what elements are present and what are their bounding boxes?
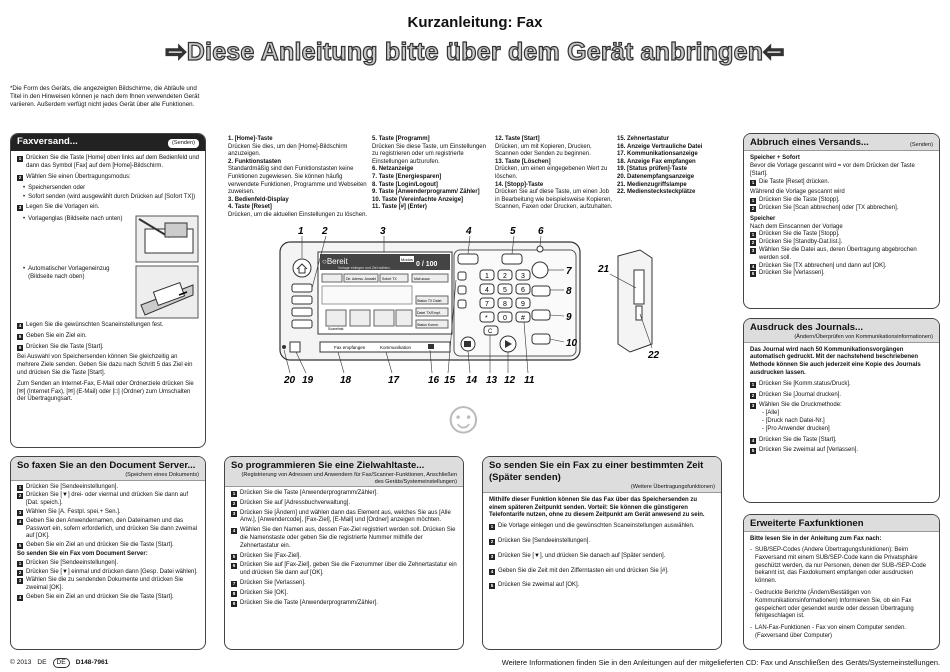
legend-col-3: 12. Taste [Start] Drücken, um mit Kopieren, Drucken, Scannen oder Senden zu beginnen. 13. Taste [Löschen] Drücken, um einen eingegebenen Wert zu löschen. 14. [Stopp]-Taste Drücken Sie auf diese Taste, um einen Job in Bearbeitung wie beispielsweise Kopieren, Scannen, Faxen oder Drucken, aufzuhalten.	[495, 136, 613, 211]
step-text: Drücken Sie [OK].	[240, 589, 289, 596]
step-text: Drücken Sie [▼], und drücken Sie danach auf [Später senden].	[498, 552, 666, 559]
home-button-icon	[293, 259, 311, 277]
display-counter: 0 / 100	[416, 261, 438, 268]
document-server-box: So faxen Sie an den Document Server... (Speichern eines Dokuments) 1 Drücken Sie [Sendeeinstellungen]. 2 Drücken Sie [▼] drei- oder viermal und drücken Sie dann auf [Dat. speich.]. 3 Wählen Sie [A. Festpl. spei.+ Sen.]. 4 Geben Sie den Anwendernamen, den Dateinamen und das Passwort ein, sofern erforderlich, und drücken Sie dann zweimal auf [OK]. 5 Geben Sie ein Ziel an und drücken Sie die Taste [Start]. So senden Sie ein Fax vom Document Server: 1 Drücken Sie [Sendeeinstellungen]. 2 Drücken Sie [▼] einmal und drücken dann [Gesp. Datei wählen]. 3 Wählen Sie die zu sendenden Dokumente und drücken Sie zweimal [OK]. 4 Geben Sie ein Ziel an und drücken Sie die Taste [Start].	[10, 456, 206, 650]
abbruch-box: Abbruch eines Versands... (Senden) Speicher + Sofort Bevor die Vorlage gescannt wird = vor dem Drücken der Taste [Start]. 1 Die Taste [Reset] drücken. Während die Vorlage gescannt wird 1 Drücken Sie die Taste [Stopp]. 2 Drücken Sie [Scan abbrechen] oder [TX abbrechen]. Speicher Nach dem Einscannen der Vorlage 1 Drücken Sie die Taste [Stopp]. 2 Drücken Sie [Standby-Dat.list.]. 3 Wählen Sie die Datei aus, deren Übertragung abgebrochen werden soll. 4 Drücken Sie [TX abbrechen] und dann auf [OK]. 5 Drücken Sie [Verlassen].	[743, 133, 940, 309]
svg-text:#: #	[521, 315, 525, 322]
media-slot-diagram	[596, 248, 678, 360]
svg-text:8: 8	[503, 301, 507, 308]
subheading: Speicher	[750, 215, 776, 222]
step-text: Drücken Sie [Verlassen].	[759, 270, 825, 277]
svg-text:7: 7	[485, 301, 489, 308]
step-text: Wählen Sie einen Übertragungsmodus:	[26, 173, 131, 180]
svg-text:Sofort TX: Sofort TX	[382, 277, 397, 281]
journal-box: Ausdruck des Journals... (Ändern/Überprüfen von Kommunikationsinformationen) Das Journal wird nach 50 Kommunikationsvorgängen automatisch gedruckt. Mit der nachstehend beschriebenen Methode können Sie auch jederzeit eine Kopie des Journals ausdrucken lassen. 1 Drücken Sie [Komm.status/Druck]. 2 Drücken Sie [Journal drucken]. 3 Wählen Sie die Druckmethode: - [Alle] - [Druck nach Datei-Nr.] - [Pro Anwender drucken] 4 Drücken Sie die Taste [Start]. 5 Drücken Sie zweimal auf [Verlassen].	[743, 318, 940, 503]
option-text: Automatischer Vorlageneinzug (Bildseite nach oben)	[28, 265, 110, 280]
glass-placement-illustration	[135, 215, 199, 263]
language-badge: DE	[53, 658, 70, 668]
svg-text:5: 5	[503, 287, 507, 294]
login-key	[532, 286, 550, 296]
journal-header: Ausdruck des Journals... (Ändern/Überprüfen von Kommunikationsinformationen)	[744, 319, 939, 343]
step-text: Drücken Sie die Taste [Anwenderprogramm/Zähler].	[240, 490, 378, 496]
step-text: Drücken Sie zweimal auf [OK].	[498, 582, 580, 589]
svg-text:Status Komm.: Status Komm.	[417, 323, 439, 327]
option-text: - [Alle]	[762, 410, 780, 417]
display-ready-sub: Vorlage einlegen und Ziel wählen.	[338, 266, 391, 270]
step-text: Drücken Sie [Standby-Dat.list.].	[759, 239, 843, 246]
erweiterte-box: Erweiterte Faxfunktionen Bitte lesen Sie in der Anleitung zum Fax nach: - SUB/SEP-Codes (Andere Übertragungsfunktionen): Beim Faxversand mit einem SUB/SEP-Code kann die Privatsphäre geschützt werden, da nur Personen, denen der SUB-/SEP-Code bekannt ist, das Faxdokument empfangen oder ausdrucken können. - Gedruckte Berichte (Ändern/Bestätigen von Kommunikationsinformationen) Informieren Sie, ob ein Fax gespeichert oder gesendet wurde oder dessen Übertragung fehlgeschlagen ist. - LAN-Fax-Funktionen - Fax von einem Computer senden. (Faxversand über Computer)	[743, 514, 940, 650]
footer-left	[10, 658, 108, 668]
programmieren-box: So programmieren Sie eine Zielwahltaste... (Registrierung von Adressen und Anwendern für Fax/Scanner-Funktionen, Anschließen des Geräts/Systemeinstellungen) 1 Drücken Sie die Taste [Anwenderprogramm/Zähler]. 2 Drücken Sie auf [Adressbuchverwaltung]. 3 Drücken Sie [Ändern] und wählen dann das Element aus, welches Sie aus [Alle Anw.], [Anwendercode], [Fax-Ziel], [E-Mail] und [Ordner] anzeigen möchten. 4 Wählen Sie den Namen aus, dessen Fax-Ziel registriert werden soll. Drücken Sie die Namenstaste oder geben Sie die registrierte Nummer mithilfe der Zehnertastatur ein. 5 Drücken Sie [Fax-Ziel]. 6 Drücken Sie auf [Fax-Ziel], geben Sie die Faxnummer über die Zehnertastatur ein und drücken Sie dann auf [OK]. 7 Drücken Sie [Verlassen]. 8 Drücken Sie [OK]. 9 Drücken Sie die Taste [Anwenderprogramm/Zähler].	[224, 456, 464, 650]
callout-number: 11	[524, 375, 535, 386]
step-text: Die Taste [Reset] drücken.	[759, 178, 830, 185]
step-text: Geben Sie ein Ziel an und drücken Sie die Taste [Start].	[26, 542, 174, 549]
step-text: Drücken Sie [Fax-Ziel].	[240, 552, 302, 559]
control-panel-diagram	[276, 220, 592, 388]
step-text: Geben Sie den Anwendernamen, den Dateinamen und das Passwort ein, sofern erforderlich, und drücken Sie dann zweimal auf [OK].	[26, 517, 198, 540]
simple-screen-key	[532, 334, 550, 344]
footer-note: Weitere Informationen finden Sie in den Anleitungen auf der mitgelieferten CD: Fax und Anschließen des Geräts/Systemeinstellungen.	[501, 658, 940, 667]
callout-number: 19	[302, 375, 314, 386]
language-code: DE	[37, 659, 47, 666]
svg-text:Datei TX/Empf.: Datei TX/Empf.	[417, 311, 441, 315]
step-text: Legen Sie die gewünschten Scaneinstellungen fest.	[26, 321, 164, 328]
step-text: Drücken Sie die Taste [Home] oben links auf dem Bedienfeld und dann das Symbol [Fax] auf dem [Home]-Bildschirm.	[26, 155, 199, 169]
note-text: Während die Vorlage gescannt wird	[750, 189, 845, 196]
erweiterte-header: Erweiterte Faxfunktionen	[744, 515, 939, 532]
svg-text:1: 1	[485, 273, 489, 280]
svg-text:9: 9	[521, 301, 525, 308]
step-text: Geben Sie ein Ziel ein.	[26, 332, 87, 339]
step-text: Wählen Sie die Datei aus, deren Übertragung abgebrochen werden soll.	[759, 246, 917, 261]
legend-col-1: 1. [Home]-Taste Drücken Sie dies, um den [Home]-Bildschirm anzuzeigen. 2. Funktionstasten Standardmäßig sind den Funktionstasten keine Funktionen zugewiesen. Sie können häufig verwendete Funktionen, Programme und Webseiten zuweisen. 3. Bedienfeld-Display 4. Taste [Reset] Drücken, um die aktuellen Einstellungen zu löschen.	[228, 136, 368, 219]
option-text: - [Druck nach Datei-Nr.]	[762, 417, 825, 424]
callout-number: 21	[598, 264, 610, 275]
step-text: Wählen Sie die Druckmethode:	[759, 402, 842, 409]
subheading: Speicher + Sofort	[750, 155, 800, 162]
step-text: Drücken Sie zweimal auf [Verlassen].	[759, 447, 859, 454]
callout-number: 8	[566, 286, 572, 297]
step-text: Drücken Sie die Taste [Start].	[26, 343, 104, 350]
callout-number: 22	[648, 350, 660, 360]
step-text: Geben Sie ein Ziel an und drücken Sie die Taste [Start].	[26, 593, 174, 600]
step-text: Drücken Sie [▼] einmal und drücken dann [Gesp. Datei wählen].	[26, 568, 198, 575]
legend-col-2: 5. Taste [Programm] Drücken Sie diese Taste, um Einstellungen zu registrieren oder um registrierte Einstellungen aufzurufen. 6. Netzanzeige 7. Taste [Energiesparen] 8. Taste [Login/Logout] 9. Taste [Anwenderprogramm/ Zähler] 10. Taste [Vereinfachte Anzeige] 11. Taste [#] (Enter)	[372, 136, 486, 211]
svg-text:Mail ausw.: Mail ausw.	[414, 277, 431, 281]
power-indicator	[537, 246, 543, 252]
step-text: Drücken Sie auf [Adressbuchverwaltung].	[240, 499, 351, 506]
adf-placement-illustration	[135, 265, 199, 319]
step-text: Die Vorlage einlegen und die gewünschten Scaneinstellungen auswählen.	[498, 523, 695, 530]
function-key	[292, 284, 312, 292]
step-text: Geben Sie die Zeit mit den Zifferntasten ein und drücken Sie [#].	[498, 567, 669, 574]
spaeter-senden-intro: Mithilfe dieser Funktion können Sie das Fax über das Speichersenden zu einem späteren Zeitpunkt senden. Vorteil: Sie können die günstigeren Telefontarife nutzen, ohne zu diesem Zeitpunkt am Gerät anwesend zu sein.	[489, 496, 705, 519]
svg-text:6: 6	[521, 287, 525, 294]
copyright-text: © 2013	[10, 659, 32, 666]
status-check-key	[290, 342, 300, 352]
media-slot	[634, 270, 644, 304]
banner-heading: ⇨Diese Anleitung bitte über dem Gerät anbringen⇦	[165, 38, 785, 66]
svg-text:3: 3	[521, 273, 525, 280]
callout-number: 17	[388, 375, 400, 386]
function-key	[292, 296, 312, 304]
erweiterte-intro: Bitte lesen Sie in der Anleitung zum Fax nach:	[750, 536, 882, 543]
step-text: Drücken Sie [TX abbrechen] und dann auf [OK].	[759, 262, 887, 269]
step-text: Drücken Sie [Verlassen].	[240, 579, 306, 586]
legend-col-4: 15. Zehnertastatur 16. Anzeige Vertrauliche Datei 17. Kommunikationsanzeige 18. Anzeige Fax empfangen 19. [Status prüfen]-Taste 20. Datenempfangsanzeige 21. Medienzugriffslampe 22. Medienstecksteckplätze	[617, 136, 703, 196]
callout-number: 12	[504, 375, 516, 386]
step-text: Drücken Sie die Taste [Stopp].	[759, 197, 840, 204]
svg-text:*: *	[485, 315, 488, 322]
callout-number: 14	[466, 375, 478, 386]
step-text: Drücken Sie die Taste [Anwenderprogramm/Zähler].	[240, 599, 378, 606]
svg-text:2: 2	[503, 273, 507, 280]
communication-label: Kommunikation	[380, 345, 412, 350]
function-key	[292, 320, 312, 328]
svg-text:C: C	[488, 329, 493, 335]
callout-number: 2	[322, 226, 328, 237]
note-text: Bevor die Vorlage gescannt wird = vor dem Drücken der Taste [Start].	[750, 162, 915, 177]
svg-text:Scaneinst.: Scaneinst.	[328, 327, 345, 331]
feature-text: SUB/SEP-Codes (Andere Übertragungsfunktionen): Beim Faxversand mit einem SUB/SEP-Code kann die Privatsphäre geschützt werden, da nur Personen, denen der SUB-/SEP-Code bekannt ist, das Faxdokument empfangen oder ausdrucken können.	[755, 546, 927, 585]
step-text: Drücken Sie [Ändern] und wählen dann das Element aus, welches Sie aus [Alle Anw.], [Anwendercode], [Fax-Ziel], [E-Mail] und [Ordner] anzeigen möchten.	[240, 509, 451, 524]
faxversand-box: Faxversand... (Senden) 1 Drücken Sie die Taste [Home] oben links auf dem Bedienfeld und dann das Symbol [Fax] auf dem [Home]-Bildschirm. 2 Wählen Sie einen Übertragungsmodus: • Speichersenden oder • Sofort senden (wird ausgewählt durch Drücken auf [Sofort TX]) 3 Legen Sie die Vorlagen ein. • Vorlagenglas (Bildseite nach unten) • Automatischer Vorlageneinzug (Bildseite nach oben) 4 Legen Sie die gewünschten Scaneinstellungen fest. 5 Geben Sie ein Ziel ein. 6 Drücken Sie die Taste [Start]. Bei Auswahl von Speichersenden können Sie gleichzeitig an mehrere Ziele senden. Geben Sie dazu nach Schritt 5 das Ziel ein und drücken Sie die Taste [Start]. Zum Senden an Internet-Fax, E-Mail oder Ordnerziele drücken Sie [✉] (Internet Fax), [✉] (E-Mail) oder [□] (Ordner) zum Umschalten der Übertragungsart.	[10, 133, 206, 448]
step-text: Drücken Sie [Scan abbrechen] oder [TX abbrechen].	[759, 204, 899, 211]
svg-text:4: 4	[485, 287, 489, 294]
step-text: Drücken Sie die Taste [Stopp].	[759, 231, 840, 238]
fax-received-label: Fax empfangen	[334, 345, 366, 350]
callout-number: 9	[566, 312, 572, 323]
feature-text: LAN-Fax-Funktionen - Fax von einem Computer senden. (Faxversand über Computer)	[755, 625, 907, 639]
journal-intro: Das Journal wird nach 50 Kommunikationsvorgängen automatisch gedruckt. Mit der nachstehend beschriebenen Methode können Sie auch jederzeit eine Kopie des Journals ausdrucken lassen.	[750, 346, 921, 376]
callout-number: 5	[510, 226, 516, 237]
feature-text: Gedruckte Berichte (Ändern/Bestätigen von Kommunikationsinformationen) Informieren Sie, ob ein Fax gespeichert oder gesendet wurde oder dessen Übertragung fehlgeschlagen ist.	[755, 589, 914, 620]
user-tools-key	[532, 310, 550, 320]
step-text: Drücken Sie [▼] drei- oder viermal und drücken Sie dann auf [Dat. speich.].	[26, 492, 189, 507]
step-text: Drücken Sie [Journal drucken].	[759, 391, 842, 398]
callout-number: 1	[298, 226, 304, 237]
step-text: Drücken Sie [Komm.status/Druck].	[759, 380, 851, 387]
callout-number: 6	[538, 226, 544, 237]
energy-saver-key	[532, 262, 548, 278]
spaeter-senden-box: So senden Sie ein Fax zu einer bestimmten Zeit (Später senden) (Weitere Übertragungsfunktionen) Mithilfe dieser Funktion können Sie das Fax über das Speichersenden zu einem späteren Zeitpunkt senden. Vorteil: Sie können die günstigeren Telefontarife nutzen, ohne zu diesem Zeitpunkt am Gerät anwesend zu sein. 1 Die Vorlage einlegen und die gewünschten Scaneinstellungen auswählen. 2 Drücken Sie [Sendeeinstellungen]. 3 Drücken Sie [▼], und drücken Sie danach auf [Später senden]. 4 Geben Sie die Zeit mit den Zifferntasten ein und drücken Sie [#]. 5 Drücken Sie zweimal auf [OK].	[482, 456, 722, 650]
option-text: Vorlagenglas (Bildseite nach unten)	[28, 215, 123, 222]
page-title: Kurzanleitung: Fax	[407, 14, 543, 31]
callout-number: 4	[466, 226, 472, 237]
svg-text:Modus: Modus	[401, 257, 414, 262]
step-text: Drücken Sie auf [Fax-Ziel], geben Sie die Faxnummer über die Zehnertastatur ein und drücken Sie dann auf [OK].	[240, 562, 457, 577]
callout-number: 7	[566, 266, 572, 277]
function-key	[292, 308, 312, 316]
callout-number: 13	[486, 375, 498, 386]
abbruch-header: Abbruch eines Versands... (Senden)	[744, 134, 939, 151]
svg-text:Status TX Datei: Status TX Datei	[417, 299, 442, 303]
note-text: Nach dem Einscannen der Vorlage	[750, 223, 843, 230]
step-text: Drücken Sie [Sendeeinstellungen].	[26, 483, 119, 490]
svg-text:0: 0	[503, 315, 507, 322]
callout-number: 15	[444, 375, 456, 386]
callout-number: 10	[566, 338, 578, 349]
program-key	[502, 254, 522, 264]
document-server-header: So faxen Sie an den Document Server... (Speichern eines Dokuments)	[11, 457, 205, 481]
callout-number: 20	[284, 375, 296, 386]
step-text: Wählen Sie [A. Festpl. spei.+ Sen.].	[26, 508, 121, 515]
callout-number: 18	[340, 375, 352, 386]
reset-key	[458, 254, 478, 264]
step-text: Legen Sie die Vorlagen ein.	[26, 204, 100, 211]
note-text: Bei Auswahl von Speichersenden können Sie gleichzeitig an mehrere Ziele senden. Geben Sie dazu nach Schritt 5 das Ziel ein und drücken Sie die Taste [Start].	[17, 354, 193, 376]
document-code: D148-7961	[75, 659, 109, 666]
intro-note: *Die Form des Geräts, die angezeigten Bildschirme, die Abläufe und Titel in den Hinweisen können je nach dem Ihnen verwendeten Gerät variieren. Außerdem verfügt nicht jedes Gerät über alle Funktionen.	[10, 85, 200, 108]
faxversand-header: Faxversand... (Senden)	[11, 134, 205, 151]
programmieren-header: So programmieren Sie eine Zielwahltaste... (Registrierung von Adressen und Anwendern für Fax/Scanner-Funktionen, Anschließen des Geräts/Systemeinstellungen)	[225, 457, 463, 487]
option-text: Sofort senden (wird ausgewählt durch Drücken auf [Sofort TX])	[28, 194, 196, 201]
subheading: So senden Sie ein Fax vom Document Server:	[17, 550, 148, 557]
smiley-icon: ☺	[440, 391, 487, 443]
option-text: - [Pro Anwender drucken]	[762, 425, 830, 432]
step-text: Drücken Sie die Taste [Start].	[759, 436, 837, 443]
step-text: Drücken Sie [Sendeeinstellungen].	[26, 559, 119, 566]
callout-number: 3	[380, 226, 386, 237]
callout-number: 16	[428, 375, 440, 386]
step-text: Drücken Sie [Sendeeinstellungen].	[498, 537, 591, 544]
option-text: Speichersenden oder	[28, 184, 86, 191]
svg-text:Dir. Adress. Anwahl: Dir. Adress. Anwahl	[346, 277, 377, 281]
step-text: Wählen Sie den Namen aus, dessen Fax-Ziel registriert werden soll. Drücken Sie die Namenstaste oder geben Sie die registrierte Nummer mithilfe der Zehnertastatur ein.	[240, 527, 456, 549]
display-ready-text: ○Bereit	[322, 257, 348, 266]
note-text: Zum Senden an Internet-Fax, E-Mail oder Ordnerziele drücken Sie [✉] (Internet Fax), [✉] (E-Mail) oder [□] (Ordner) zum Umschalten der Übertragungsart.	[17, 380, 194, 403]
spaeter-senden-header: So senden Sie ein Fax zu einer bestimmten Zeit (Später senden) (Weitere Übertragungsfunktionen)	[483, 457, 721, 493]
step-text: Wählen Sie die zu sendenden Dokumente und drücken Sie zweimal [OK].	[26, 577, 184, 592]
